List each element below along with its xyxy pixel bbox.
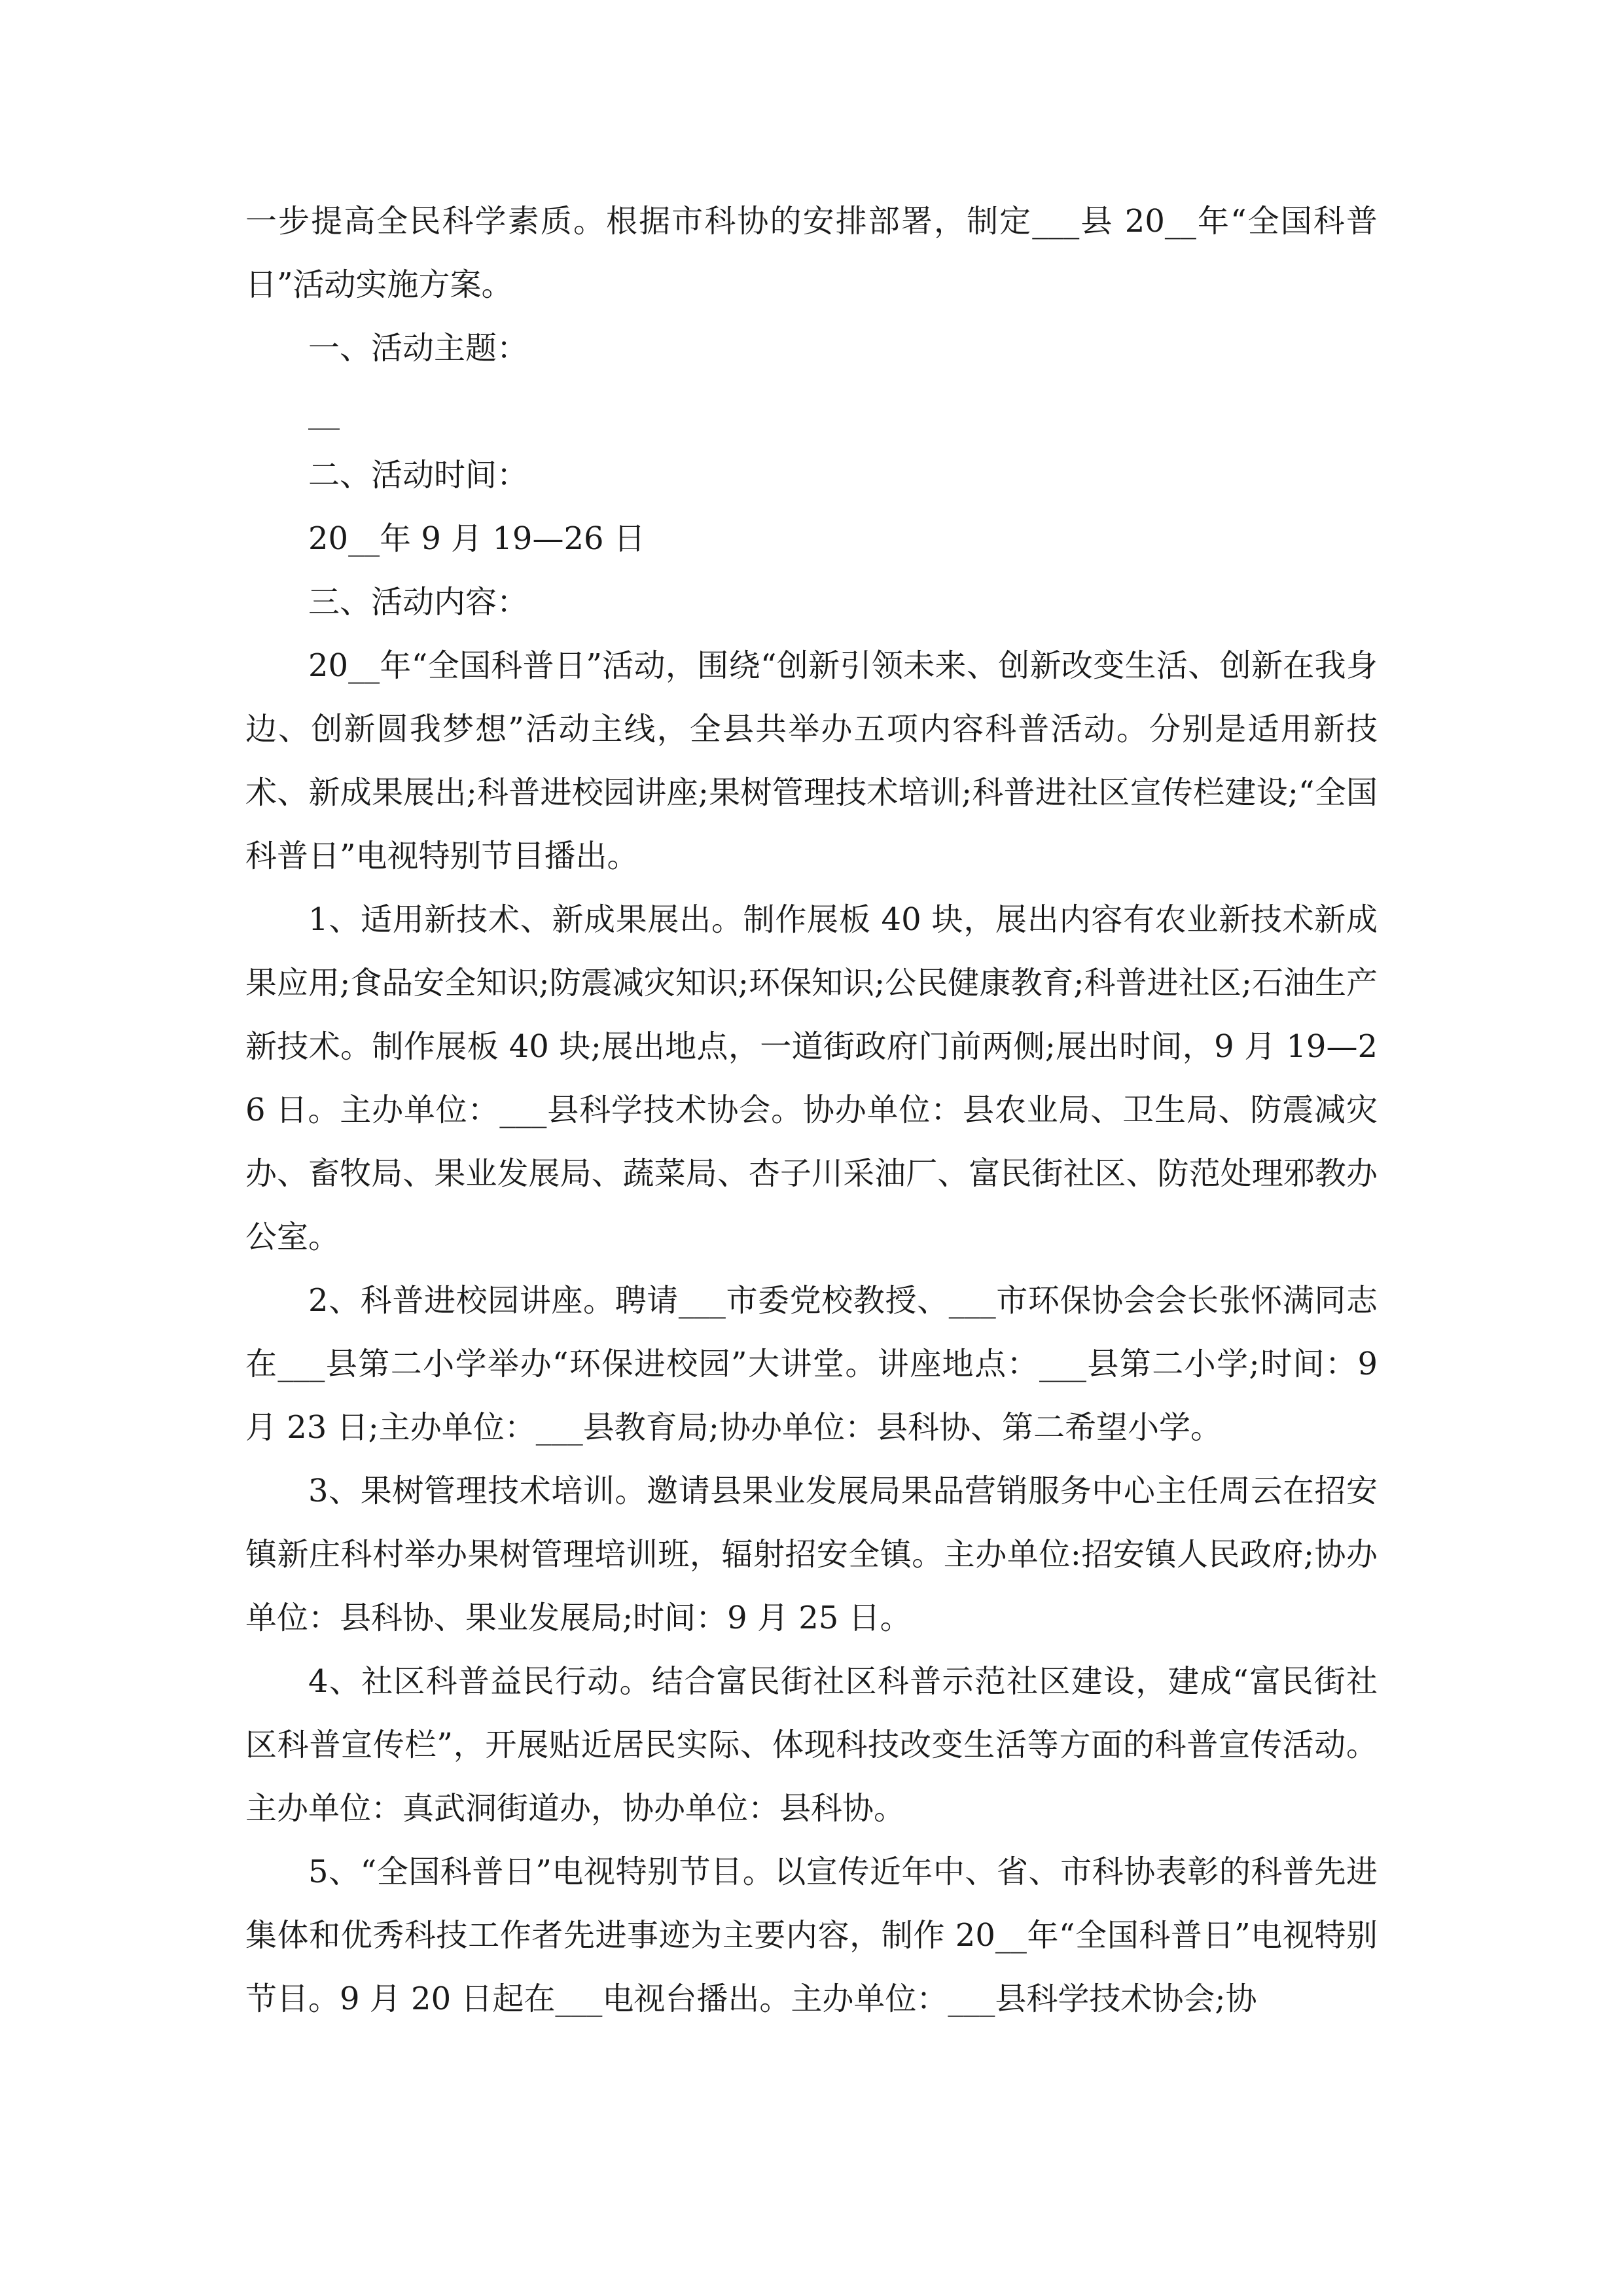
heading-activity-theme: 一、活动主题： — [308, 330, 529, 367]
paragraph-item-2: 2、科普进校园讲座。聘请___市委党校教授、___市环保协会会长张怀满同志在___县第二小学举办“环保进校园”大讲堂。讲座地点：___县第二小学;时间：9 月 23 日;主办单位：___县教育局;协办单位：县科协、第二希望小学。 — [245, 1282, 1378, 1446]
paragraph-item-5: 5、“全国科普日”电视特别节目。以宣传近年中、省、市科协表彰的科普先进集体和优秀科技工作者先进事迹为主要内容，制作 20__年“全国科普日”电视特别节目。9 月 20 日起在___电视台播出。主办单位：___县科学技术协会;协 — [245, 1854, 1378, 2017]
paragraph-item-1: 1、适用新技术、新成果展出。制作展板 40 块，展出内容有农业新技术新成果应用;食品安全知识;防震减灾知识;环保知识;公民健康教育;科普进社区;石油生产新技术。制作展板 40 块;展出地点，一道街政府门前两侧;展出时间，9 月 19—26 日。主办单位：___县科学技术协会。协办单位：县农业局、卫生局、防震减灾办、畜牧局、果业发展局、蔬菜局、杏子川采油厂、富民街社区、防范处理邪教办公室。 — [245, 901, 1378, 1255]
heading-activity-content: 三、活动内容： — [308, 584, 529, 620]
heading-activity-time: 二、活动时间： — [308, 457, 529, 493]
document-body — [245, 190, 1378, 2031]
activity-theme-value: __ — [308, 393, 340, 430]
paragraph-intro: 一步提高全民科学素质。根据市科协的安排部署，制定___县 20__年“全国科普日”活动实施方案。 — [245, 203, 1378, 303]
activity-time-value: 20__年 9 月 19—26 日 — [308, 520, 645, 557]
paragraph-content-overview: 20__年“全国科普日”活动，围绕“创新引领未来、创新改变生活、创新在我身边、创新圆我梦想”活动主线，全县共举办五项内容科普活动。分别是适用新技术、新成果展出;科普进校园讲座;果树管理技术培训;科普进社区宣传栏建设;“全国科普日”电视特别节目播出。 — [245, 647, 1378, 874]
paragraph-item-3: 3、果树管理技术培训。邀请县果业发展局果品营销服务中心主任周云在招安镇新庄科村举办果树管理培训班，辐射招安全镇。主办单位:招安镇人民政府;协办单位：县科协、果业发展局;时间：9 月 25 日。 — [245, 1473, 1378, 1636]
paragraph-item-4: 4、社区科普益民行动。结合富民街社区科普示范社区建设，建成“富民街社区科普宣传栏”，开展贴近居民实际、体现科技改变生活等方面的科普宣传活动。主办单位：真武洞街道办，协办单位：县科协。 — [245, 1663, 1378, 1827]
